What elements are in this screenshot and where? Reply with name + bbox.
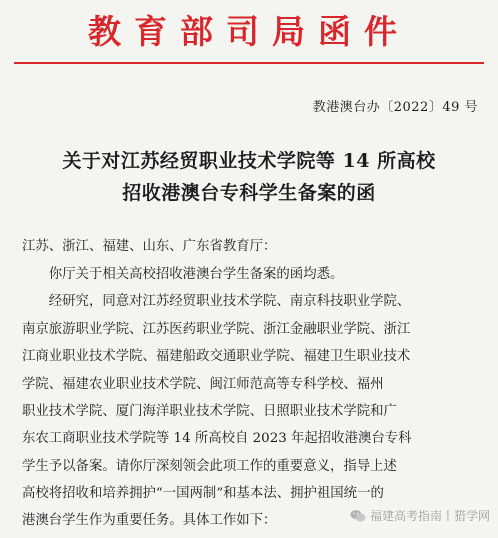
body-line: 学生予以备案。请你厅深刻领会此项工作的重要意义，指导上述 — [22, 459, 397, 474]
body-line: 南京旅游职业学院、江苏医药职业学院、浙江金融职业学院、浙江 — [22, 322, 411, 337]
salutation: 江苏、浙江、福建、山东、广东省教育厅： — [22, 239, 277, 254]
body-line: 东农工商职业技术学院等 14 所高校自 2023 年起招收港澳台专科 — [22, 431, 412, 446]
body-line: 港澳台学生作为重要任务。具体工作如下： — [22, 513, 277, 528]
body-line: 江商业职业技术学院、福建船政交通职业学院、福建卫生职业技术 — [22, 349, 411, 364]
subject-line-2: 招收港澳台专科学生备案的函 — [122, 182, 376, 204]
watermark-text: 福建高考指南丨猎学网 — [369, 509, 490, 523]
body-line: 高校将招收和培养拥护“一国两制”和基本法、拥护祖国统一的 — [22, 486, 384, 501]
body-line: 经研究，同意对江苏经贸职业技术学院、南京科技职业学院、 — [22, 294, 411, 309]
source-watermark — [348, 507, 492, 525]
letterhead-red-rule — [14, 62, 484, 64]
letterhead-title: 教育部司局函件 — [88, 12, 410, 51]
body-line: 职业技术学院、厦门海洋职业技术学院、日照职业技术学院和广 — [22, 404, 397, 419]
wechat-icon — [350, 509, 366, 523]
document-number: 教港澳台办〔2022〕49 号 — [312, 100, 478, 115]
body-line: 你厅关于相关高校招收港澳台学生备案的函均悉。 — [22, 267, 344, 282]
subject-line-1: 关于对江苏经贸职业技术学院等 14 所高校 — [62, 150, 436, 172]
body-line: 学院、福建农业职业技术学院、闽江师范高等专科学校、福州 — [22, 377, 384, 392]
